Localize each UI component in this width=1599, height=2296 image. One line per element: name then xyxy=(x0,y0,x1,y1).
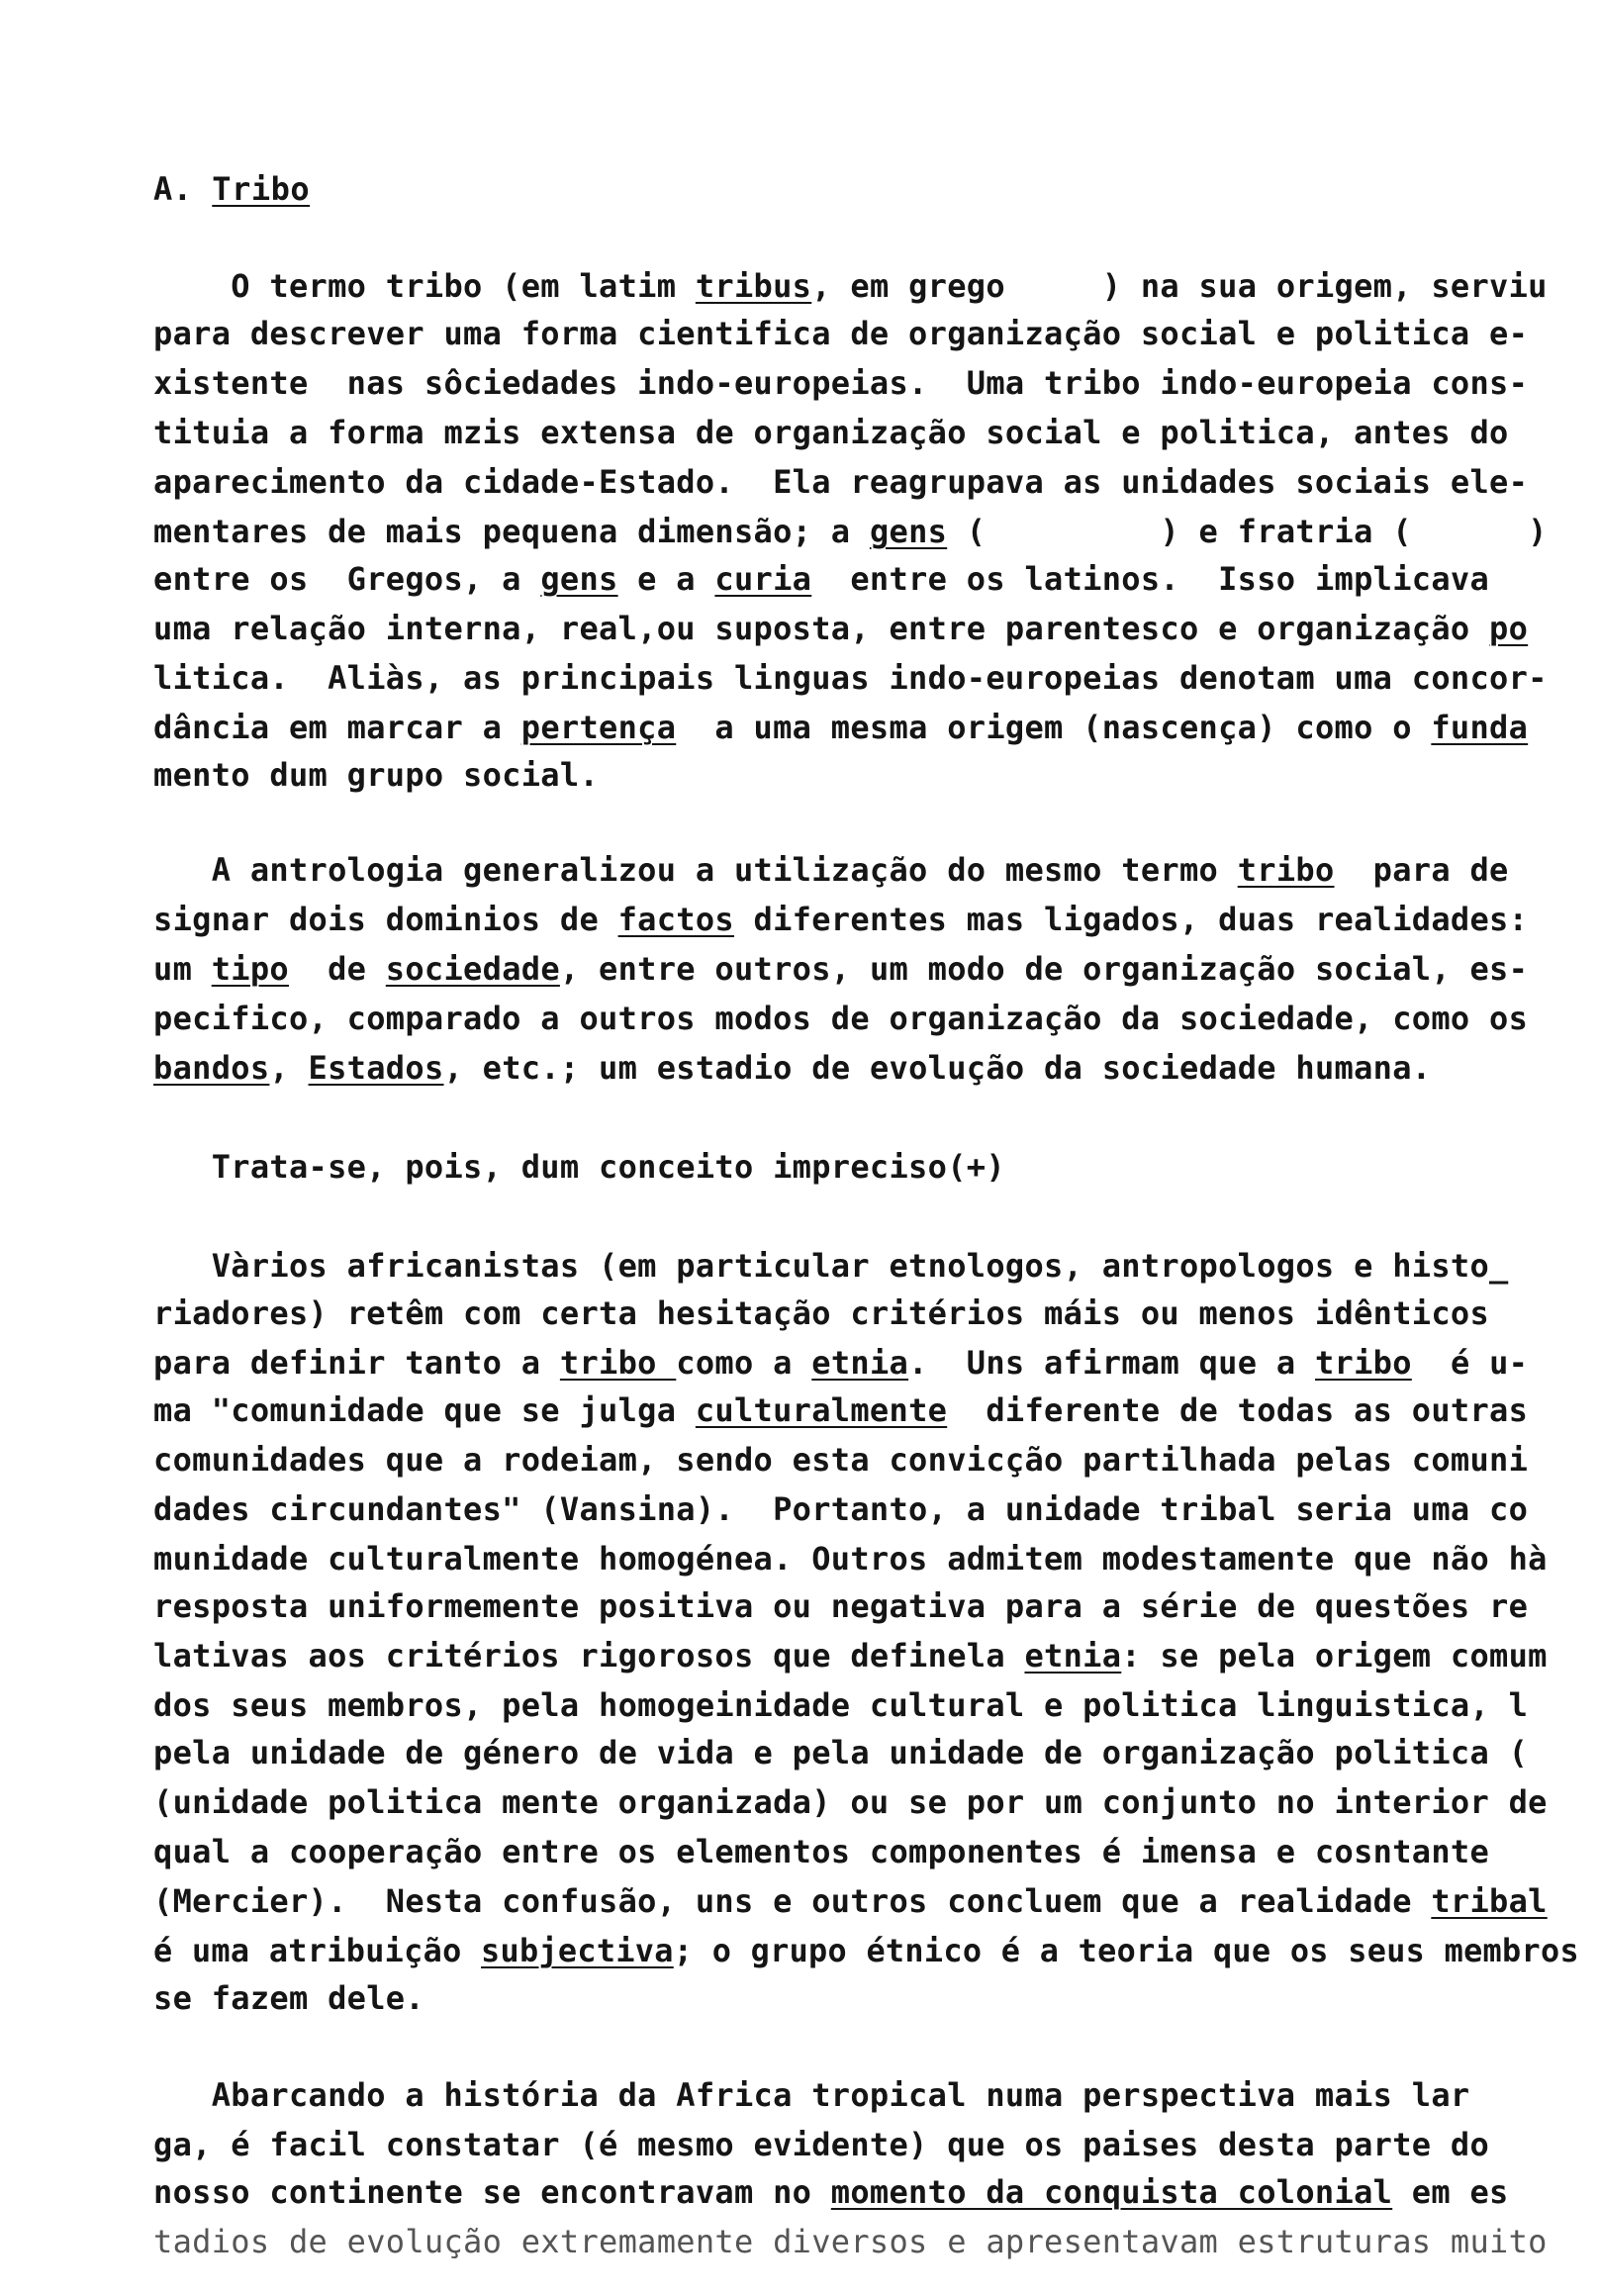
text-line xyxy=(153,364,1528,402)
text-line xyxy=(153,1049,1431,1087)
text-segment: Trata-se, pois, dum conceito impreciso(+) xyxy=(153,1148,1005,1186)
text-segment: ma "comunidade que se julga xyxy=(153,1391,696,1429)
underlined-term: tribo xyxy=(1237,851,1335,889)
underlined-term: gens xyxy=(540,560,618,598)
text-segment: aparecimento da cidade-Estado. Ela reagrupava as unidades sociais ele- xyxy=(153,463,1529,501)
underlined-term: tribo xyxy=(559,1344,677,1382)
text-segment: (unidade politica mente organizada) ou se por um conjunto no interior de xyxy=(153,1783,1548,1821)
section-letter: A. xyxy=(153,170,213,208)
text-segment: entre os Gregos, a xyxy=(153,560,541,598)
text-segment: comunidades que a rodeiam, sendo esta convicção partilhada pelas comuni xyxy=(153,1441,1529,1479)
text-line xyxy=(153,315,1528,352)
text-line xyxy=(153,1686,1528,1724)
text-line xyxy=(153,2173,1509,2211)
underlined-term: etnia xyxy=(811,1344,909,1382)
text-segment: Vàrios africanistas (em particular etnologos, antropologos e histo_ xyxy=(153,1247,1509,1285)
text-segment: pela unidade de género de vida e pela unidade de organização politica ( xyxy=(153,1734,1529,1771)
underlined-term: subjectiva xyxy=(481,1932,674,1969)
text-segment: é u- xyxy=(1411,1344,1529,1382)
text-line xyxy=(153,950,1528,988)
text-line xyxy=(153,463,1528,501)
underlined-term: sociedade xyxy=(385,950,560,988)
text-segment: ; o grupo étnico é a teoria que os seus membros xyxy=(673,1932,1579,1969)
text-segment: A antrologia generalizou a utilização do mesmo termo xyxy=(153,851,1238,889)
text-segment: xistente nas sôciedades indo-europeias. Uma tribo indo-europeia cons- xyxy=(153,364,1529,402)
text-segment: ga, é facil constatar (é mesmo evidente) que os paises desta parte do xyxy=(153,2126,1490,2163)
underlined-term: tribo xyxy=(1314,1344,1412,1382)
text-line xyxy=(153,1882,1548,1920)
underlined-term: gens xyxy=(869,513,948,550)
text-line xyxy=(153,1833,1489,1870)
text-line xyxy=(153,1247,1509,1285)
text-line xyxy=(153,513,1548,550)
text-line xyxy=(153,2223,1548,2260)
section-heading xyxy=(153,170,310,208)
text-line xyxy=(153,1391,1528,1429)
text-segment: Abarcando a história da Africa tropical numa perspectiva mais lar xyxy=(153,2076,1470,2114)
underlined-term: factos xyxy=(617,901,734,938)
text-segment: um xyxy=(153,950,212,988)
text-segment: mentares de mais pequena dimensão; a xyxy=(153,513,870,550)
text-segment: e a xyxy=(617,560,715,598)
text-segment: uma relação interna, real,ou suposta, entre parentesco e organização xyxy=(153,610,1490,647)
text-line xyxy=(153,756,599,794)
text-segment: dades circundantes" (Vansina). Portanto, a unidade tribal seria uma co xyxy=(153,1490,1529,1528)
text-segment: mento dum grupo social. xyxy=(153,756,600,794)
text-segment: diferentes mas ligados, duas realidades: xyxy=(733,901,1529,938)
text-line xyxy=(153,2126,1489,2163)
underlined-term: po xyxy=(1489,610,1529,647)
text-segment: para definir tanto a xyxy=(153,1344,560,1382)
text-segment: para descrever uma forma cientifica de organização social e politica e- xyxy=(153,315,1529,352)
text-segment: como a xyxy=(676,1344,812,1382)
text-line xyxy=(153,1000,1528,1037)
text-segment: munidade culturalmente homogénea. Outros admitem modestamente que não hà xyxy=(153,1540,1548,1578)
text-segment: se fazem dele. xyxy=(153,1979,424,2017)
text-line xyxy=(153,1344,1528,1382)
text-segment: nosso continente se encontravam no xyxy=(153,2173,831,2211)
text-segment: para de xyxy=(1334,851,1509,889)
text-segment: signar dois dominios de xyxy=(153,901,618,938)
text-line xyxy=(153,1441,1528,1479)
text-segment: de xyxy=(288,950,386,988)
underlined-term: bandos xyxy=(153,1049,270,1087)
underlined-term: etnia xyxy=(1024,1637,1122,1674)
text-line xyxy=(153,1148,1005,1186)
text-segment: tadios de evolução extremamente diversos e apresentavam estruturas muito xyxy=(153,2223,1548,2260)
text-segment: resposta uniformemente positiva ou negativa para a série de questões re xyxy=(153,1587,1529,1625)
text-line xyxy=(153,659,1548,697)
text-line xyxy=(153,1932,1579,1969)
text-segment: dos seus membros, pela homogeinidade cultural e politica linguistica, l xyxy=(153,1686,1529,1724)
text-line xyxy=(153,1540,1548,1578)
text-line xyxy=(153,1637,1548,1674)
text-segment: : se pela origem comum xyxy=(1121,1637,1548,1674)
text-line xyxy=(153,709,1528,746)
text-segment: a uma mesma origem (nascença) como o xyxy=(676,709,1432,746)
text-line xyxy=(153,267,1548,305)
underlined-term: Estados xyxy=(308,1049,444,1087)
underlined-term: curia xyxy=(714,560,812,598)
text-line xyxy=(153,1979,424,2017)
text-segment: dância em marcar a xyxy=(153,709,521,746)
text-segment: , etc.; um estadio de evolução da sociedade humana. xyxy=(443,1049,1432,1087)
text-line xyxy=(153,1294,1489,1332)
text-segment: entre os latinos. Isso implicava xyxy=(811,560,1490,598)
underlined-term: momento da conquista colonial xyxy=(830,2173,1393,2211)
section-title: Tribo xyxy=(212,170,311,208)
text-segment: riadores) retêm com certa hesitação critérios máis ou menos idênticos xyxy=(153,1294,1490,1332)
text-segment: pecifico, comparado a outros modos de organização da sociedade, como os xyxy=(153,1000,1529,1037)
underlined-term: tipo xyxy=(211,950,289,988)
text-line xyxy=(153,901,1528,938)
text-segment: (Mercier). Nesta confusão, uns e outros concluem que a realidade xyxy=(153,1882,1432,1920)
text-line xyxy=(153,414,1509,451)
underlined-term: tribus xyxy=(695,267,812,305)
text-line xyxy=(153,1734,1528,1771)
text-segment: , entre outros, um modo de organização social, es- xyxy=(559,950,1529,988)
text-segment: tituia a forma mzis extensa de organização social e politica, antes do xyxy=(153,414,1509,451)
text-line xyxy=(153,1587,1528,1625)
text-line xyxy=(153,610,1528,647)
text-segment: , em grego ) na sua origem, serviu xyxy=(811,267,1548,305)
text-segment: ( ) e fratria ( ) xyxy=(947,513,1548,550)
text-line xyxy=(153,2076,1469,2114)
text-segment: O termo tribo (em latim xyxy=(153,267,696,305)
text-segment: em es xyxy=(1392,2173,1509,2211)
text-segment: . Uns afirmam que a xyxy=(908,1344,1315,1382)
text-segment: litica. Aliàs, as principais linguas indo-europeias denotam uma concor- xyxy=(153,659,1548,697)
text-segment: qual a cooperação entre os elementos componentes é imensa e cosntante xyxy=(153,1833,1490,1870)
underlined-term: funda xyxy=(1431,709,1529,746)
underlined-term: culturalmente xyxy=(695,1391,948,1429)
text-line xyxy=(153,1783,1548,1821)
text-segment: , xyxy=(269,1049,309,1087)
text-line xyxy=(153,851,1509,889)
text-segment: é uma atribuição xyxy=(153,1932,482,1969)
text-segment: lativas aos critérios rigorosos que definela xyxy=(153,1637,1025,1674)
underlined-term: pertença xyxy=(520,709,677,746)
text-line xyxy=(153,560,1489,598)
text-segment: diferente de todas as outras xyxy=(947,1391,1529,1429)
text-line xyxy=(153,1490,1528,1528)
underlined-term: tribal xyxy=(1431,1882,1548,1920)
